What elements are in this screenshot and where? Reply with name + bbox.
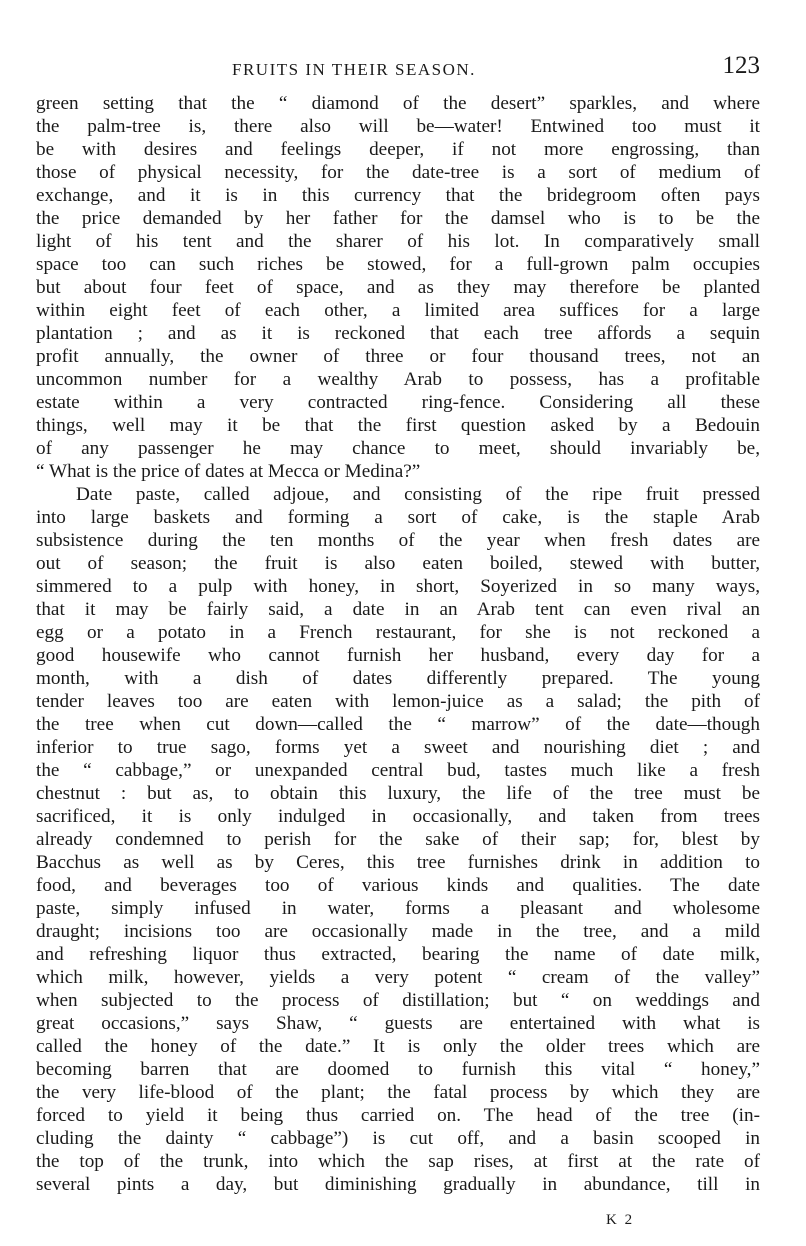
text-line: called the honey of the date.” It is only the older trees which are bbox=[36, 1036, 760, 1057]
text-line: becoming barren that are doomed to furnish this vital “ honey,” bbox=[36, 1059, 760, 1080]
text-line: but about four feet of space, and as they may therefore be planted bbox=[36, 277, 760, 298]
text-line: be with desires and feelings deeper, if not more engrossing, than bbox=[36, 139, 760, 160]
text-line: sacrificed, it is only indulged in occasionally, and taken from trees bbox=[36, 806, 760, 827]
text-line: within eight feet of each other, a limited area suffices for a large bbox=[36, 300, 760, 321]
text-line: and refreshing liquor thus extracted, bearing the name of date milk, bbox=[36, 944, 760, 965]
text-line: that it may be fairly said, a date in an Arab tent can even rival an bbox=[36, 599, 760, 620]
text-line: Bacchus as well as by Ceres, this tree furnishes drink in addition to bbox=[36, 852, 760, 873]
text-line: the palm-tree is, there also will be—water! Entwined too must it bbox=[36, 116, 760, 137]
running-head bbox=[36, 52, 760, 92]
text-line: the top of the trunk, into which the sap rises, at first at the rate of bbox=[36, 1151, 760, 1172]
text-line: draught; incisions too are occasionally made in the tree, and a mild bbox=[36, 921, 760, 942]
text-line: simmered to a pulp with honey, in short, Soyerized in so many ways, bbox=[36, 576, 760, 597]
text-line: profit annually, the owner of three or four thousand trees, not an bbox=[36, 346, 760, 367]
text-line: estate within a very contracted ring-fence. Considering all these bbox=[36, 392, 760, 413]
text-line: when subjected to the process of distillation; but “ on weddings and bbox=[36, 990, 760, 1011]
text-line: Date paste, called adjoue, and consisting of the ripe fruit pressed bbox=[76, 484, 760, 505]
book-page bbox=[36, 52, 760, 1196]
text-line: paste, simply infused in water, forms a pleasant and wholesome bbox=[36, 898, 760, 919]
text-line: light of his tent and the sharer of his lot. In comparatively small bbox=[36, 231, 760, 252]
text-line: inferior to true sago, forms yet a sweet and nourishing diet ; and bbox=[36, 737, 760, 758]
text-line: green setting that the “ diamond of the desert” sparkles, and where bbox=[36, 93, 760, 114]
text-line: the very life-blood of the plant; the fatal process by which they are bbox=[36, 1082, 760, 1103]
text-line: plantation ; and as it is reckoned that each tree affords a sequin bbox=[36, 323, 760, 344]
text-line: already condemned to perish for the sake of their sap; for, blest by bbox=[36, 829, 760, 850]
page-number: 123 bbox=[722, 52, 760, 79]
text-line: good housewife who cannot furnish her husband, every day for a bbox=[36, 645, 760, 666]
text-line: which milk, however, yields a very potent “ cream of the valley” bbox=[36, 967, 760, 988]
text-line: space too can such riches be stowed, for a full-grown palm occupies bbox=[36, 254, 760, 275]
text-line: tender leaves too are eaten with lemon-juice as a salad; the pith of bbox=[36, 691, 760, 712]
text-line: those of physical necessity, for the date-tree is a sort of medium of bbox=[36, 162, 760, 183]
text-line: of any passenger he may chance to meet, should invariably be, bbox=[36, 438, 760, 459]
paragraph-1 bbox=[36, 92, 760, 483]
text-line: out of season; the fruit is also eaten boiled, stewed with butter, bbox=[36, 553, 760, 574]
text-line: the tree when cut down—called the “ marrow” of the date—though bbox=[36, 714, 760, 735]
text-line: several pints a day, but diminishing gradually in abundance, till in bbox=[36, 1174, 760, 1195]
text-line: food, and beverages too of various kinds and qualities. The date bbox=[36, 875, 760, 896]
text-line: month, with a dish of dates differently prepared. The young bbox=[36, 668, 760, 689]
text-line: egg or a potato in a French restaurant, for she is not reckoned a bbox=[36, 622, 760, 643]
text-line: great occasions,” says Shaw, “ guests are entertained with what is bbox=[36, 1013, 760, 1034]
text-line: subsistence during the ten months of the year when fresh dates are bbox=[36, 530, 760, 551]
text-line: the “ cabbage,” or unexpanded central bud, tastes much like a fresh bbox=[36, 760, 760, 781]
paragraph-2 bbox=[36, 483, 760, 1196]
text-line: into large baskets and forming a sort of cake, is the staple Arab bbox=[36, 507, 760, 528]
text-line: chestnut : but as, to obtain this luxury, the life of the tree must be bbox=[36, 783, 760, 804]
text-line: cluding the dainty “ cabbage”) is cut off, and a basin scooped in bbox=[36, 1128, 760, 1149]
text-line: uncommon number for a wealthy Arab to possess, has a profitable bbox=[36, 369, 760, 390]
running-title: FRUITS IN THEIR SEASON. bbox=[232, 60, 476, 79]
text-line: the price demanded by her father for the damsel who is to be the bbox=[36, 208, 760, 229]
signature-mark: K 2 bbox=[606, 1212, 635, 1228]
text-line: exchange, and it is in this currency that the bridegroom often pays bbox=[36, 185, 760, 206]
text-line: “ What is the price of dates at Mecca or Medina?” bbox=[36, 461, 421, 482]
text-line: forced to yield it being thus carried on. The head of the tree (in- bbox=[36, 1105, 760, 1126]
text-line: things, well may it be that the first question asked by a Bedouin bbox=[36, 415, 760, 436]
